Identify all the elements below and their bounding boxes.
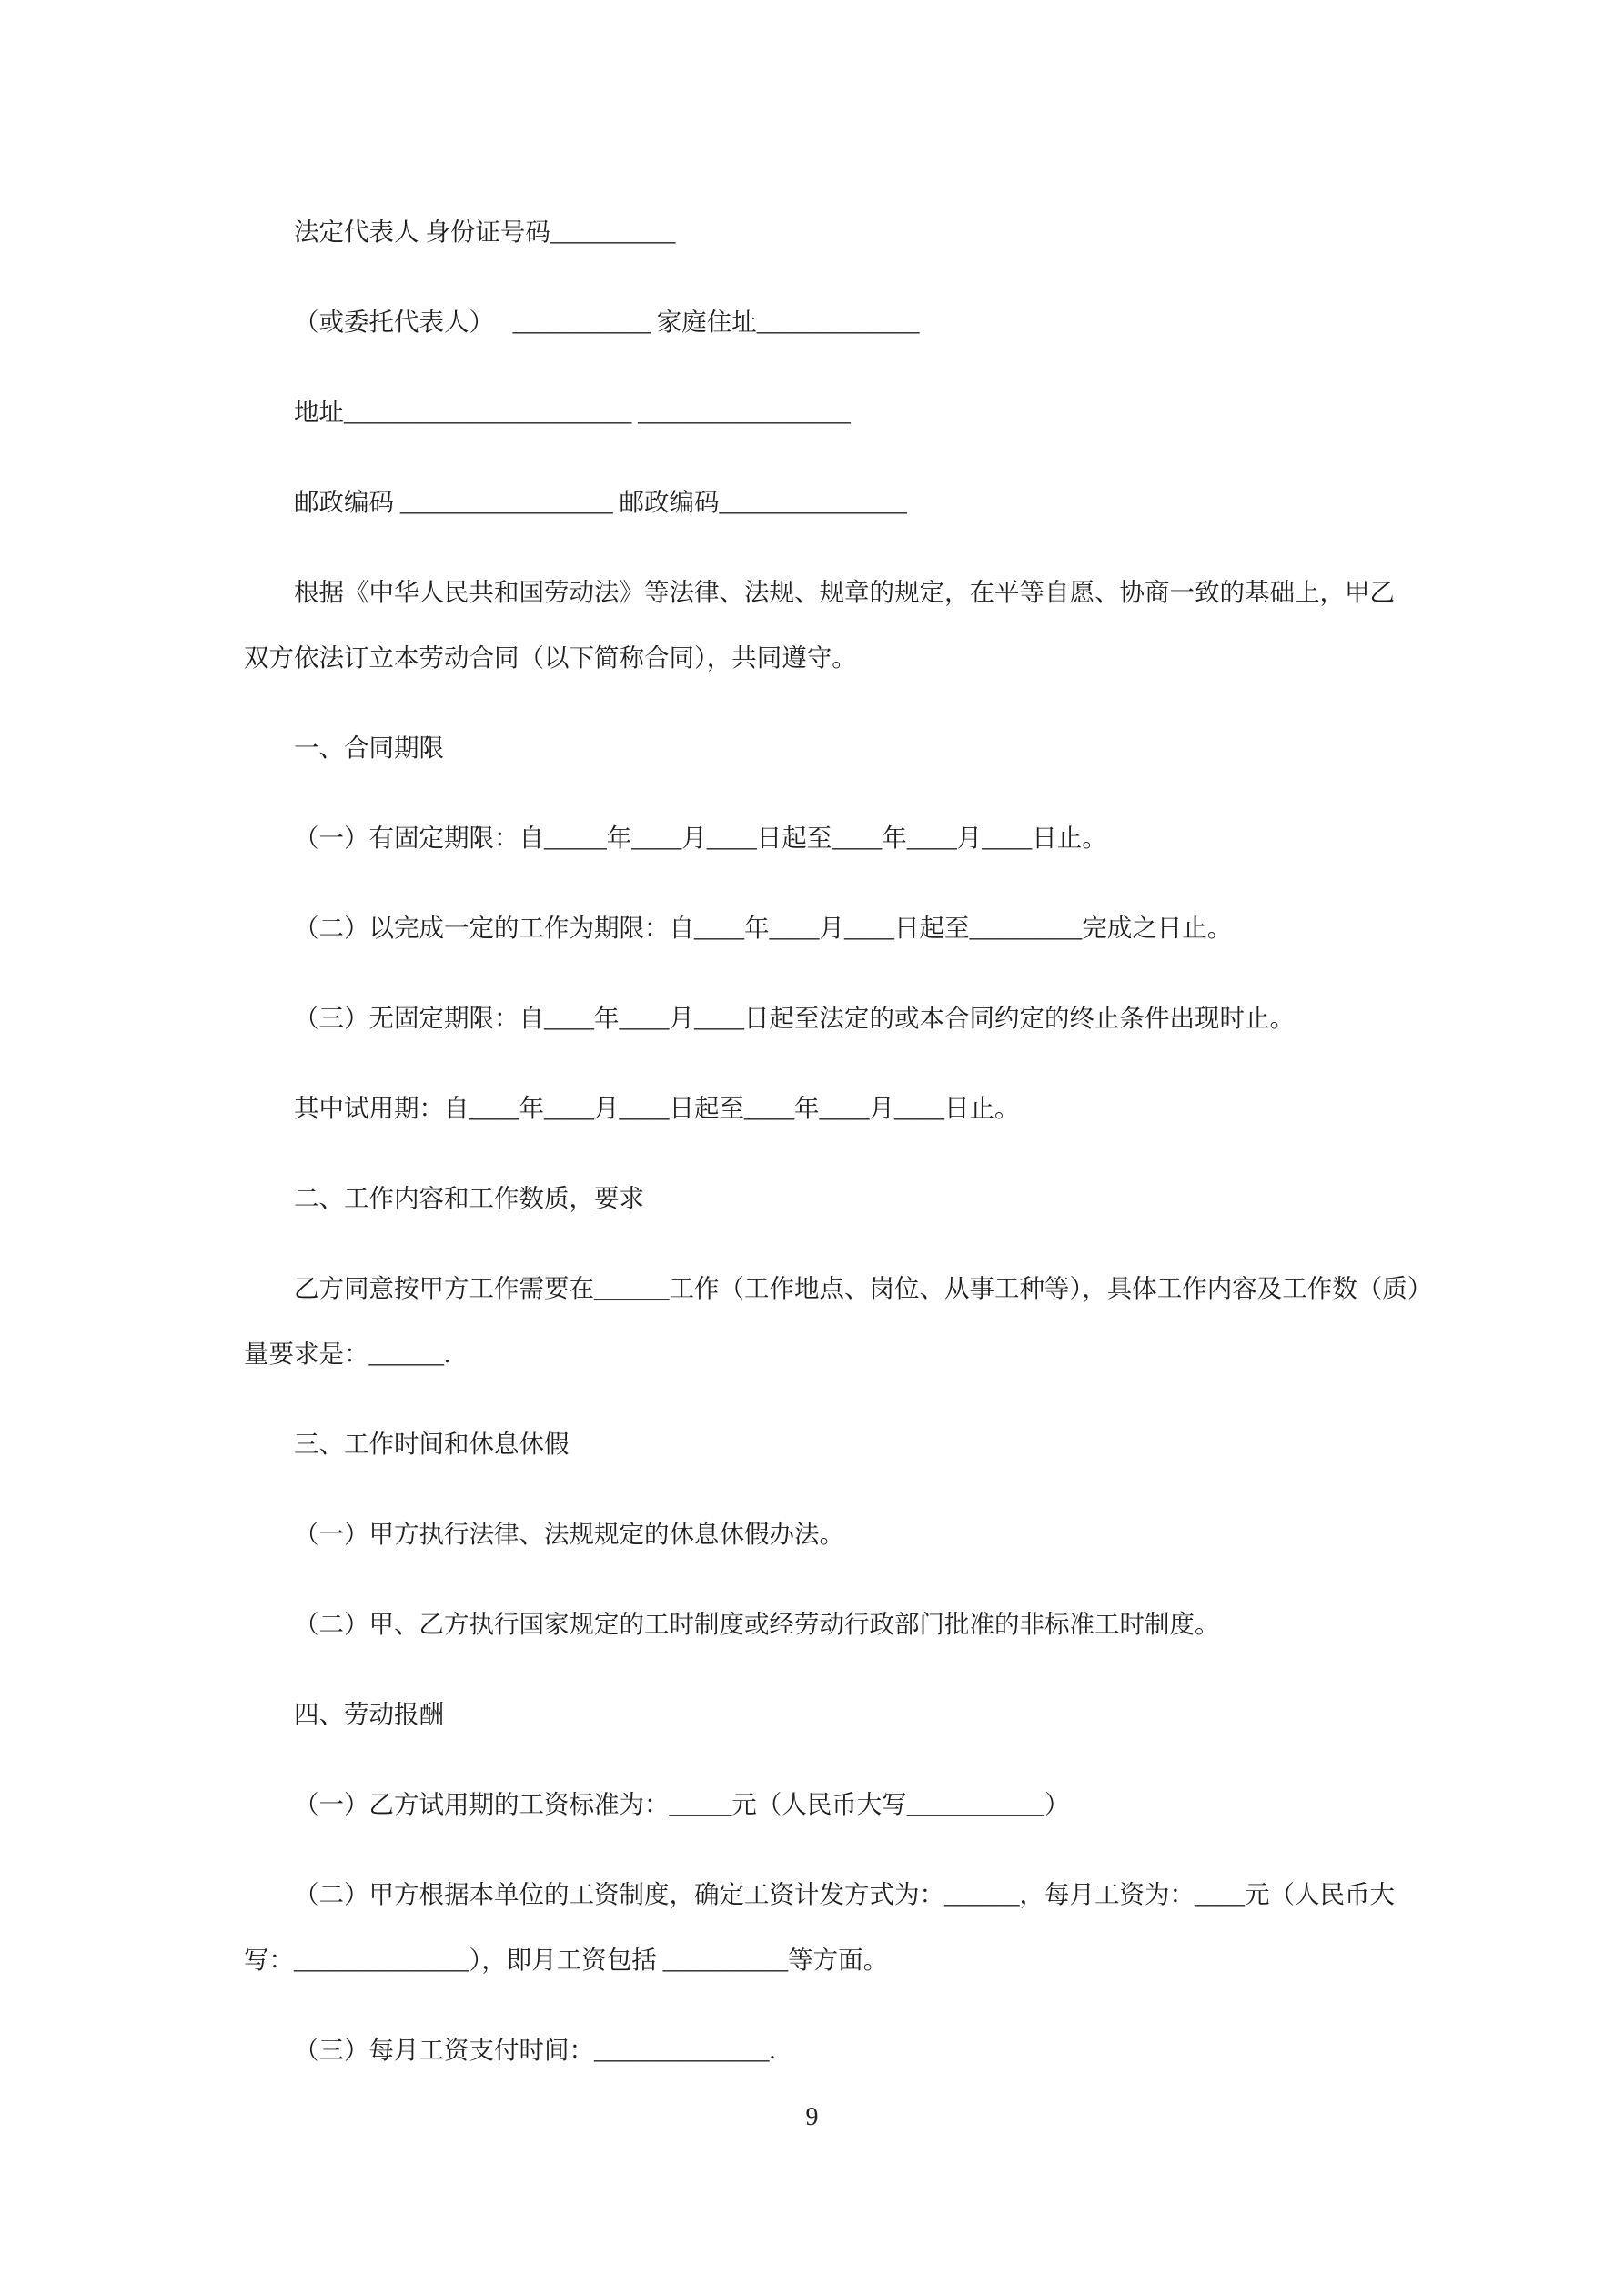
text-line: （一）甲方执行法律、法规规定的休息休假办法。 [294,1520,844,1548]
line-legal-rep-id [244,199,1460,265]
item-4-1-probation-wage [244,1772,1460,1837]
text-line: 二、工作内容和工作数质，要求 [294,1184,644,1212]
text-line: （二）甲、乙方执行国家规定的工时制度或经劳动行政部门批准的非标准工时制度。 [294,1610,1220,1638]
text-line: （二）甲方根据本单位的工资制度，确定工资计发方式为：______，每月工资为：____元（人民币大 [294,1880,1395,1908]
text-line: 写：______________），即月工资包括 __________等方面。 [244,1946,889,1974]
item-3-1-rest-holidays [244,1502,1460,1567]
text-line: 乙方同意按甲方工作需要在______工作（工作地点、岗位、从事工种等），具体工作内容及工作数（质） [294,1274,1433,1302]
text-line: 一、合同期限 [294,733,444,762]
text-line: 根据《中华人民共和国劳动法》等法律、法规、规章的规定，在平等自愿、协商一致的基础上，甲乙 [294,578,1395,606]
line-entrusted-rep-home-address [244,289,1460,355]
text-line: 地址_______________________ _________________ [294,398,851,426]
text-line: （二）以完成一定的工作为期限：自____年____月____日起至_________完成之日止。 [294,914,1233,942]
item-4-2-wage-calculation [244,1862,1460,1993]
item-1-1-fixed-term [244,805,1460,871]
item-3-2-working-hours-system [244,1592,1460,1657]
text-line: 四、劳动报酬 [294,1700,444,1728]
line-address-blank [244,379,1460,445]
para-preamble [244,560,1460,691]
text-line: （一）乙方试用期的工资标准为：_____元（人民币大写___________） [294,1790,1070,1818]
text-line: 邮政编码 _________________ 邮政编码_______________ [294,488,907,516]
text-line: 三、工作时间和休息休假 [294,1430,570,1458]
text-line: 量要求是：______. [244,1340,450,1368]
text-line: （一）有固定期限：自_____年____月____日起至____年____月____日止。 [294,824,1107,852]
text-line: 双方依法订立本劳动合同（以下简称合同），共同遵守。 [244,643,857,672]
text-line: 其中试用期：自____年____月____日起至____年____月____日止。 [294,1094,1020,1122]
heading-3-work-hours-rest [244,1411,1460,1477]
line-probation-period [244,1076,1460,1141]
para-work-agreement [244,1256,1460,1387]
heading-4-labor-remuneration [244,1682,1460,1747]
heading-2-work-content [244,1166,1460,1231]
item-4-3-wage-payment-time [244,2018,1460,2083]
text-line: （三）每月工资支付时间：______________. [294,2036,776,2064]
text-line: （或委托代表人） ___________ 家庭住址_____________ [294,308,920,336]
text-line: 法定代表人 身份证号码__________ [294,217,676,246]
line-postal-codes [244,470,1460,535]
item-1-3-open-ended-term [244,986,1460,1051]
text-line: （三）无固定期限：自____年____月____日起至法定的或本合同约定的终止条件出现时止。 [294,1004,1295,1032]
heading-1-contract-term [244,715,1460,781]
item-1-2-task-based-term [244,895,1460,961]
page-number: 9 [805,2103,819,2131]
